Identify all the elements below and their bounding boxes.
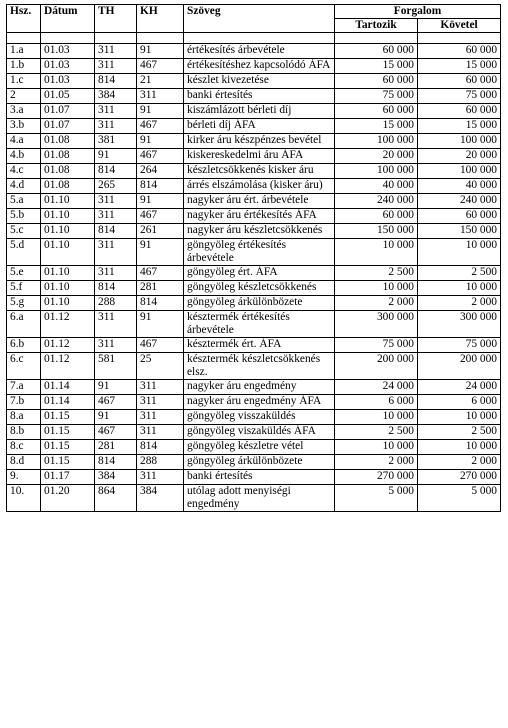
cell-tartozik: 60 000 [335,74,418,89]
cell-hsz: 8.c [7,440,41,455]
cell-datum: 01.08 [41,134,95,149]
cell-hsz: 8.a [7,410,41,425]
cell-szoveg: göngyöleg viszaküldés ÁFA [184,425,335,440]
table-row [7,353,501,380]
cell-kovetel: 2 000 [418,296,501,311]
cell-tartozik: 10 000 [335,440,418,455]
header-row-top [7,5,501,19]
header-th: TH [95,5,137,33]
table-row [7,149,501,164]
header-datum: Dátum [41,5,95,33]
cell-kovetel: 300 000 [418,311,501,338]
cell-th: 288 [95,296,137,311]
cell-tartozik: 60 000 [335,104,418,119]
cell-szoveg: készletcsökkenés kisker áru [184,164,335,179]
cell-kh: 814 [137,440,184,455]
cell-kh: 91 [137,134,184,149]
cell-szoveg: kiszámlázott bérleti díj [184,104,335,119]
header-kovetel: Követel [418,19,501,33]
cell-kovetel: 2 000 [418,455,501,470]
table-row [7,470,501,485]
spacer-row [7,33,501,44]
header-forgalom: Forgalom [335,5,501,19]
table-row [7,194,501,209]
cell-kovetel: 60 000 [418,209,501,224]
cell-szoveg: késztermék értékesítés árbevétele [184,311,335,338]
cell-szoveg: nagyker áru engedmény ÁFA [184,395,335,410]
cell-kh: 467 [137,119,184,134]
cell-tartozik: 150 000 [335,224,418,239]
cell-datum: 01.12 [41,338,95,353]
cell-datum: 01.15 [41,440,95,455]
cell-kovetel: 60 000 [418,44,501,59]
cell-szoveg: készlet kivezetése [184,74,335,89]
cell-kh: 21 [137,74,184,89]
cell-th: 467 [95,425,137,440]
cell-szoveg: kirker áru készpénzes bevétel [184,134,335,149]
cell-kh: 91 [137,44,184,59]
cell-datum: 01.03 [41,44,95,59]
cell-datum: 01.12 [41,311,95,338]
cell-th: 311 [95,59,137,74]
cell-hsz: 1.a [7,44,41,59]
cell-kh: 814 [137,179,184,194]
cell-hsz: 5.b [7,209,41,224]
cell-kovetel: 5 000 [418,485,501,512]
cell-hsz: 6.b [7,338,41,353]
cell-szoveg: göngyöleg visszaküldés [184,410,335,425]
cell-szoveg: bérleti díj ÁFA [184,119,335,134]
cell-tartozik: 15 000 [335,119,418,134]
cell-hsz: 5.g [7,296,41,311]
table-row [7,224,501,239]
cell-datum: 01.05 [41,89,95,104]
table-row [7,104,501,119]
cell-kh: 311 [137,395,184,410]
cell-hsz: 9. [7,470,41,485]
cell-hsz: 1.b [7,59,41,74]
cell-szoveg: kiskereskedelmi áru ÁFA [184,149,335,164]
table-row [7,209,501,224]
cell-hsz: 4.a [7,134,41,149]
cell-kh: 467 [137,266,184,281]
cell-th: 814 [95,455,137,470]
cell-th: 311 [95,338,137,353]
cell-hsz: 4.c [7,164,41,179]
table-row [7,164,501,179]
cell-th: 381 [95,134,137,149]
cell-th: 311 [95,311,137,338]
cell-datum: 01.10 [41,266,95,281]
header-hsz: Hsz. [7,5,41,33]
table-row [7,425,501,440]
cell-tartozik: 2 500 [335,425,418,440]
cell-datum: 01.10 [41,209,95,224]
cell-hsz: 8.b [7,425,41,440]
table-row [7,74,501,89]
cell-th: 384 [95,470,137,485]
cell-tartozik: 60 000 [335,44,418,59]
cell-datum: 01.03 [41,59,95,74]
cell-datum: 01.10 [41,296,95,311]
cell-szoveg: göngyöleg árkülönbözete [184,455,335,470]
cell-datum: 01.15 [41,455,95,470]
cell-szoveg: árrés elszámolása (kisker áru) [184,179,335,194]
cell-th: 311 [95,104,137,119]
cell-kh: 814 [137,296,184,311]
table-row [7,395,501,410]
cell-kh: 261 [137,224,184,239]
cell-szoveg: nagyker áru értékesítés ÁFA [184,209,335,224]
cell-th: 311 [95,266,137,281]
cell-hsz: 5.c [7,224,41,239]
cell-datum: 01.08 [41,164,95,179]
cell-tartozik: 240 000 [335,194,418,209]
header-kh: KH [137,5,184,33]
cell-hsz: 7.b [7,395,41,410]
cell-kovetel: 10 000 [418,239,501,266]
cell-kovetel: 15 000 [418,119,501,134]
cell-szoveg: göngyöleg árkülönbözete [184,296,335,311]
cell-th: 384 [95,89,137,104]
cell-hsz: 7.a [7,380,41,395]
table-row [7,59,501,74]
cell-kovetel: 240 000 [418,194,501,209]
cell-datum: 01.03 [41,74,95,89]
cell-kh: 311 [137,89,184,104]
cell-datum: 01.20 [41,485,95,512]
cell-tartozik: 270 000 [335,470,418,485]
table-row [7,281,501,296]
cell-kh: 311 [137,380,184,395]
cell-kh: 264 [137,164,184,179]
cell-kovetel: 24 000 [418,380,501,395]
cell-tartozik: 60 000 [335,209,418,224]
cell-datum: 01.15 [41,425,95,440]
table-row [7,44,501,59]
cell-kh: 467 [137,149,184,164]
cell-kh: 311 [137,410,184,425]
table-row [7,119,501,134]
cell-kovetel: 270 000 [418,470,501,485]
cell-kovetel: 150 000 [418,224,501,239]
cell-hsz: 3.b [7,119,41,134]
table-row [7,440,501,455]
cell-tartozik: 300 000 [335,311,418,338]
cell-tartozik: 15 000 [335,59,418,74]
cell-hsz: 4.b [7,149,41,164]
cell-th: 864 [95,485,137,512]
cell-th: 814 [95,164,137,179]
cell-tartozik: 2 500 [335,266,418,281]
cell-th: 91 [95,410,137,425]
cell-tartozik: 10 000 [335,410,418,425]
cell-kh: 91 [137,311,184,338]
cell-hsz: 4.d [7,179,41,194]
cell-szoveg: göngyöleg ért. ÁFA [184,266,335,281]
cell-hsz: 5.e [7,266,41,281]
cell-tartozik: 40 000 [335,179,418,194]
cell-tartozik: 6 000 [335,395,418,410]
cell-tartozik: 10 000 [335,239,418,266]
cell-kovetel: 200 000 [418,353,501,380]
cell-th: 311 [95,239,137,266]
cell-kovetel: 20 000 [418,149,501,164]
cell-hsz: 6.a [7,311,41,338]
cell-hsz: 10. [7,485,41,512]
cell-th: 581 [95,353,137,380]
table-row [7,311,501,338]
cell-th: 814 [95,224,137,239]
cell-kh: 311 [137,425,184,440]
table-row [7,266,501,281]
cell-szoveg: göngyöleg készletcsökkenés [184,281,335,296]
cell-kh: 467 [137,59,184,74]
cell-szoveg: nagyker áru ért. árbevétele [184,194,335,209]
table-row [7,134,501,149]
cell-datum: 01.10 [41,194,95,209]
cell-kovetel: 2 500 [418,266,501,281]
cell-datum: 01.17 [41,470,95,485]
cell-kh: 91 [137,104,184,119]
table-body [7,44,501,512]
cell-kovetel: 10 000 [418,410,501,425]
cell-th: 467 [95,395,137,410]
cell-kovetel: 60 000 [418,104,501,119]
cell-kovetel: 10 000 [418,440,501,455]
cell-datum: 01.10 [41,281,95,296]
cell-kovetel: 6 000 [418,395,501,410]
table-row [7,410,501,425]
cell-szoveg: utólag adott menyiségi engedmény [184,485,335,512]
cell-kovetel: 40 000 [418,179,501,194]
cell-hsz: 5.f [7,281,41,296]
table-row [7,179,501,194]
cell-szoveg: göngyöleg készletre vétel [184,440,335,455]
cell-szoveg: nagyker áru engedmény [184,380,335,395]
cell-datum: 01.08 [41,179,95,194]
cell-datum: 01.07 [41,104,95,119]
cell-kovetel: 100 000 [418,134,501,149]
cell-th: 814 [95,74,137,89]
cell-tartozik: 10 000 [335,281,418,296]
cell-kh: 281 [137,281,184,296]
cell-datum: 01.14 [41,395,95,410]
cell-szoveg: késztermék készletcsökkenés elsz. [184,353,335,380]
header-tartozik: Tartozik [335,19,418,33]
cell-datum: 01.10 [41,224,95,239]
cell-tartozik: 24 000 [335,380,418,395]
cell-tartozik: 75 000 [335,89,418,104]
header-szoveg: Szöveg [184,5,335,33]
cell-tartozik: 100 000 [335,164,418,179]
cell-szoveg: göngyöleg értékesítés árbevétele [184,239,335,266]
cell-hsz: 5.a [7,194,41,209]
journal-table [6,4,501,512]
cell-datum: 01.12 [41,353,95,380]
cell-th: 281 [95,440,137,455]
cell-hsz: 1.c [7,74,41,89]
table-row [7,380,501,395]
cell-th: 265 [95,179,137,194]
cell-szoveg: értékesítéshez kapcsolódó ÁFA [184,59,335,74]
cell-datum: 01.10 [41,239,95,266]
cell-hsz: 2 [7,89,41,104]
cell-kh: 384 [137,485,184,512]
cell-kovetel: 15 000 [418,59,501,74]
cell-th: 311 [95,194,137,209]
cell-kh: 91 [137,239,184,266]
cell-szoveg: banki értesítés [184,89,335,104]
cell-datum: 01.15 [41,410,95,425]
table-row [7,455,501,470]
cell-kh: 467 [137,209,184,224]
cell-th: 91 [95,149,137,164]
cell-hsz: 3.a [7,104,41,119]
cell-th: 311 [95,209,137,224]
cell-datum: 01.14 [41,380,95,395]
cell-th: 311 [95,119,137,134]
cell-tartozik: 100 000 [335,134,418,149]
cell-kovetel: 100 000 [418,164,501,179]
cell-szoveg: értékesítés árbevétele [184,44,335,59]
cell-tartozik: 75 000 [335,338,418,353]
cell-kovetel: 2 500 [418,425,501,440]
cell-szoveg: késztermék ért. ÁFA [184,338,335,353]
cell-tartozik: 2 000 [335,296,418,311]
cell-hsz: 6.c [7,353,41,380]
cell-th: 814 [95,281,137,296]
table-row [7,239,501,266]
cell-kh: 288 [137,455,184,470]
cell-hsz: 5.d [7,239,41,266]
table-row [7,89,501,104]
cell-tartozik: 20 000 [335,149,418,164]
cell-kh: 467 [137,338,184,353]
cell-datum: 01.07 [41,119,95,134]
cell-kh: 311 [137,470,184,485]
ledger-document [6,4,500,512]
cell-kh: 25 [137,353,184,380]
table-row [7,296,501,311]
cell-th: 91 [95,380,137,395]
cell-tartozik: 5 000 [335,485,418,512]
cell-kovetel: 10 000 [418,281,501,296]
cell-th: 311 [95,44,137,59]
cell-tartozik: 2 000 [335,455,418,470]
cell-tartozik: 200 000 [335,353,418,380]
cell-kovetel: 75 000 [418,89,501,104]
cell-hsz: 8.d [7,455,41,470]
cell-datum: 01.08 [41,149,95,164]
cell-szoveg: nagyker áru készletcsökkenés [184,224,335,239]
cell-kovetel: 75 000 [418,338,501,353]
table-row [7,485,501,512]
cell-szoveg: banki értesítés [184,470,335,485]
cell-kh: 91 [137,194,184,209]
cell-kovetel: 60 000 [418,74,501,89]
table-row [7,338,501,353]
